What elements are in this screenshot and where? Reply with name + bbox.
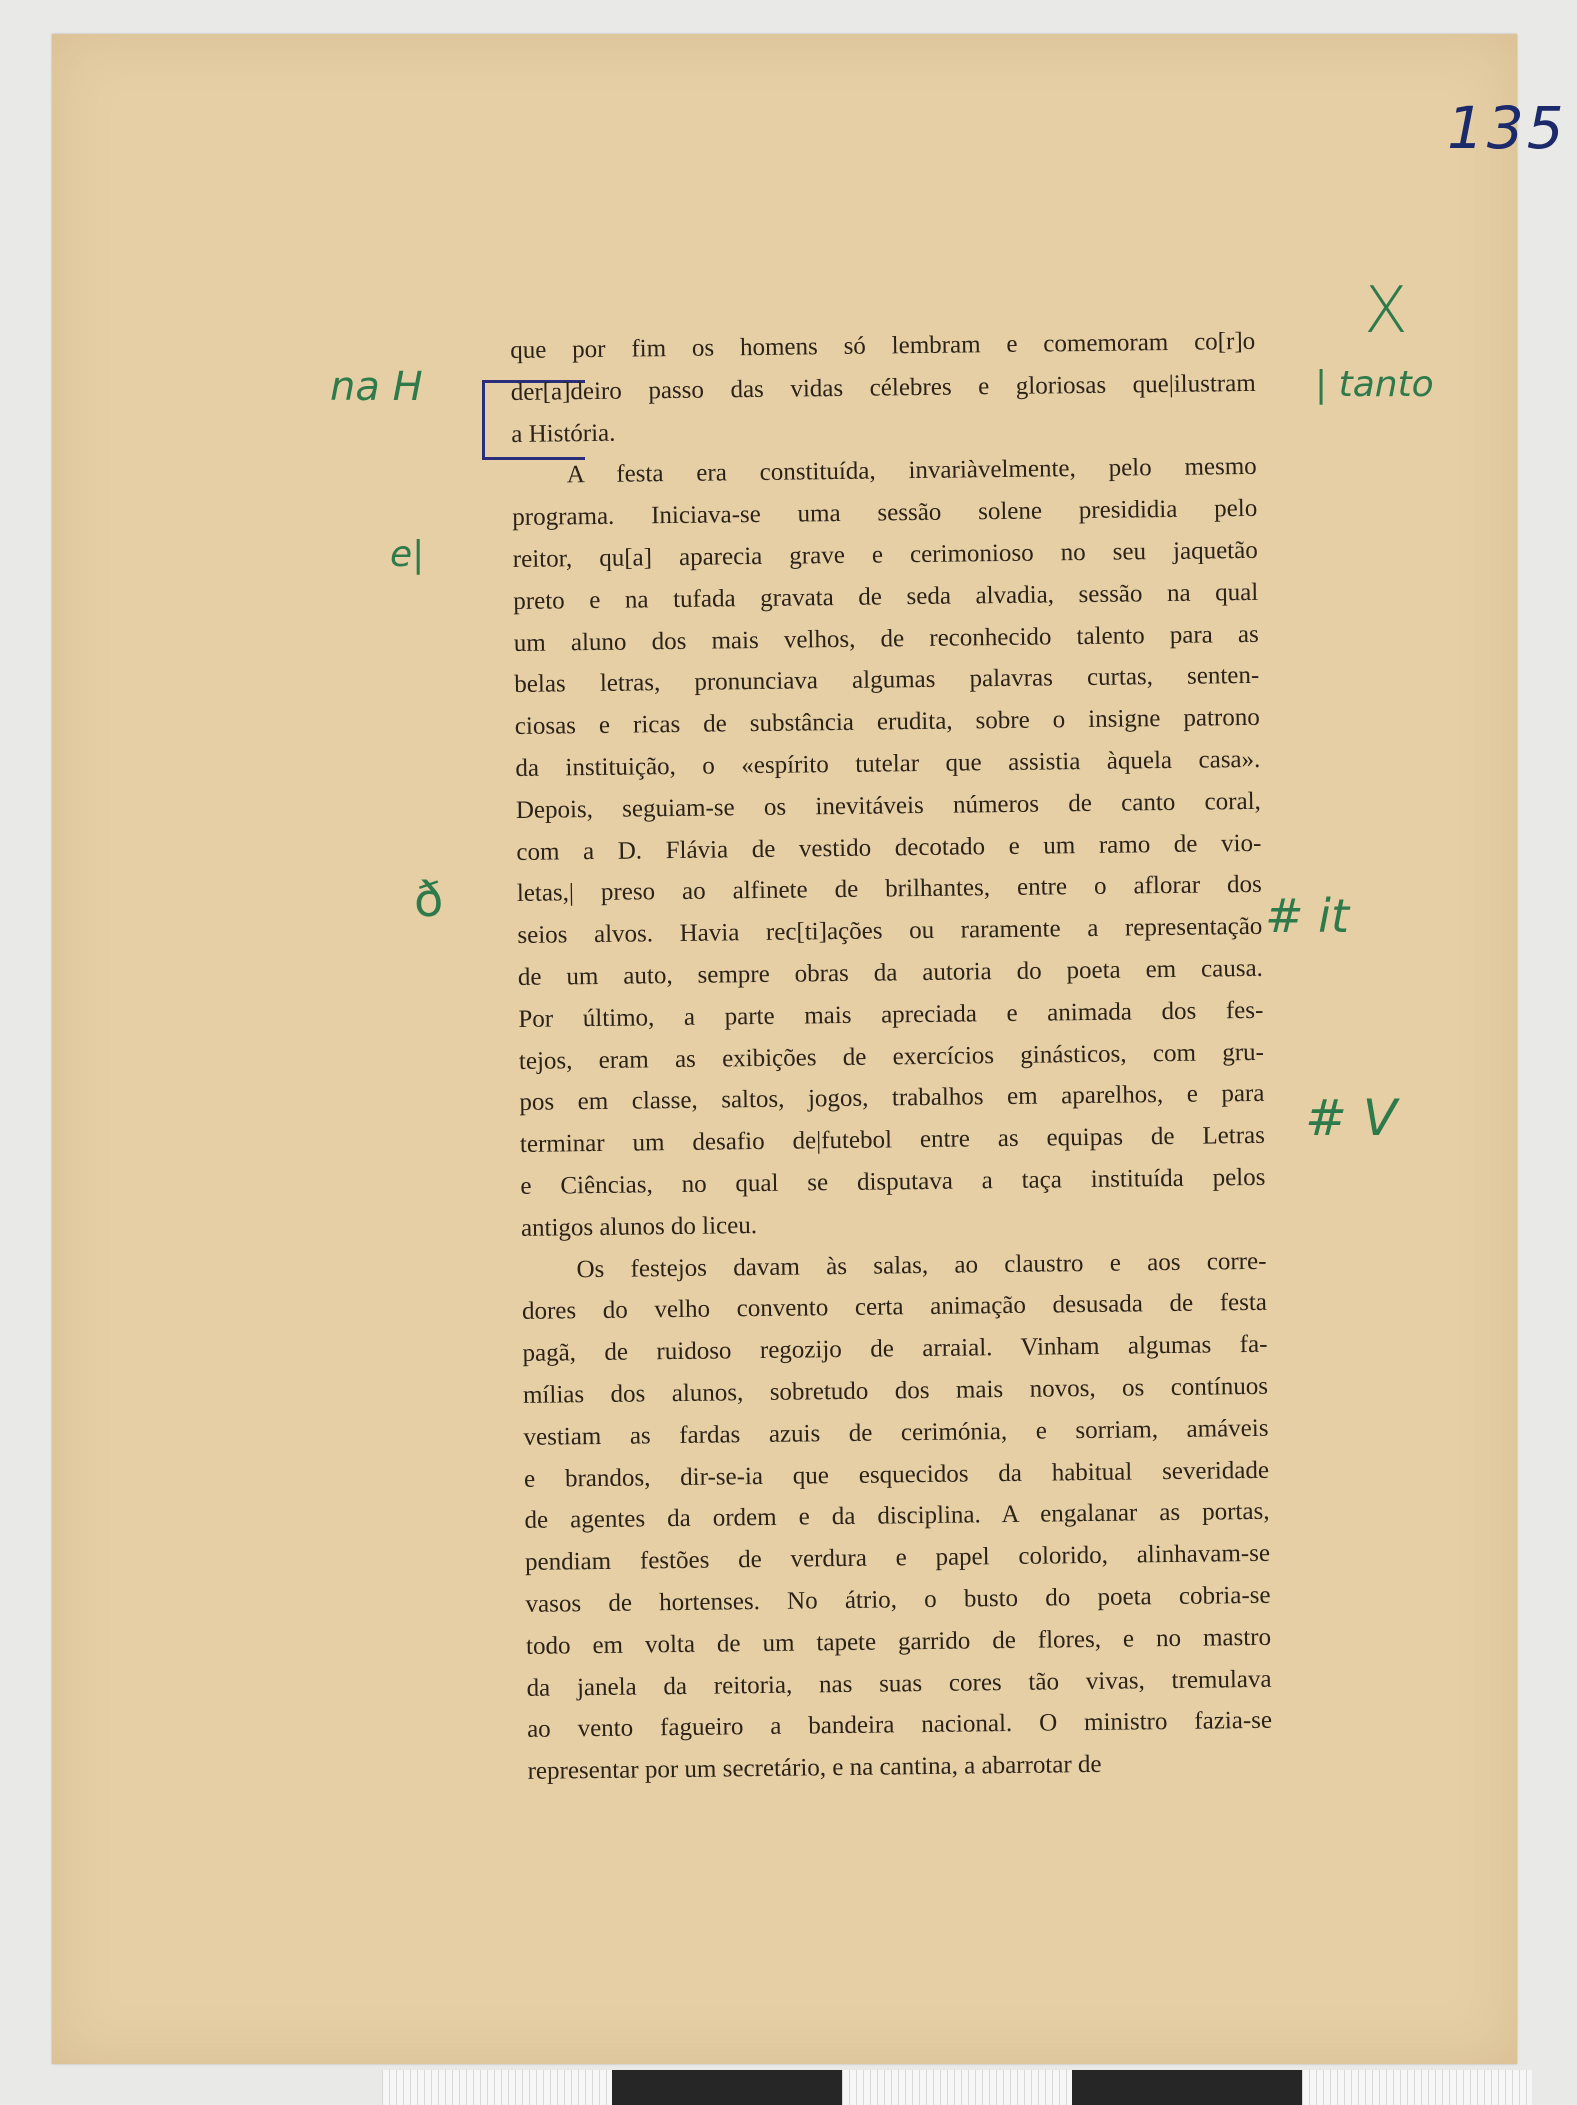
ruler-segment	[1072, 2070, 1302, 2105]
body-text	[510, 321, 1273, 1793]
paragraph	[512, 446, 1267, 1249]
text-line: seios alvos. Havia rec[ti]ações ou raramente a representação	[517, 913, 1263, 950]
text-line: representar por um secretário, e na cantina, a abarrotar de	[527, 1750, 1102, 1785]
text-line: programa. Iniciava-se uma sessão solene presididia pelo	[512, 495, 1258, 532]
text-line: dores do velho convento certa animação desusada de festa	[521, 1289, 1268, 1326]
ruler-segment	[842, 2070, 1072, 2105]
margin-note-v: # V	[1305, 1089, 1397, 1147]
text-line: todo em volta de um tapete garrido de flores, e no mastro	[525, 1623, 1272, 1660]
text-line: vasos de hortenses. No átrio, o busto do poeta cobria-se	[525, 1581, 1271, 1618]
scale-ruler	[382, 2070, 1532, 2105]
text-line: antigos alunos do liceu.	[520, 1211, 758, 1242]
text-line: pos em classe, saltos, jogos, trabalhos em aparelhos, e para	[519, 1080, 1265, 1117]
text-line: tejos, eram as exibições de exercícios ginásticos, com gru-	[518, 1038, 1265, 1075]
text-line: de um auto, sempre obras da autoria do poeta em causa.	[517, 954, 1264, 991]
text-line: um aluno dos mais velhos, de reconhecido talento para as	[513, 620, 1259, 657]
margin-note-it: # it	[1265, 889, 1349, 943]
text-line: letas,| preso ao alfinete de brilhantes, entre o aflorar dos	[516, 871, 1262, 908]
text-line: que por fim os homens só lembram e comemoram co[r]o	[510, 327, 1256, 364]
text-line: e Ciências, no qual se disputava a taça instituída pelos	[520, 1163, 1266, 1200]
text-line: terminar um desafio de|futebol entre as equipas de Letras	[519, 1121, 1266, 1159]
text-line: da janela da reitoria, nas suas cores tão vivas, tremulava	[526, 1665, 1272, 1702]
text-line: pendiam festões de verdura e papel colorido, alinhavam-se	[524, 1539, 1271, 1577]
manuscript-page	[52, 34, 1567, 2064]
margin-note-na-h: na H	[330, 364, 423, 410]
margin-note-tanto: | tanto	[1315, 364, 1434, 405]
text-line: preto e na tufada gravata de seda alvadia, sessão na qual	[513, 578, 1259, 615]
text-line: A festa era constituída, invariàvelmente, pelo mesmo	[566, 453, 1257, 489]
margin-note-delete-mark: ð	[414, 872, 444, 928]
text-line: com a D. Flávia de vestido decotado e um ramo de vio-	[516, 829, 1262, 866]
text-line: de agentes da ordem e da disciplina. A engalanar as portas,	[524, 1498, 1270, 1535]
text-line: der[a]deiro passo das vidas célebres e gloriosas que|ilustram	[510, 369, 1256, 406]
text-line: da instituição, o «espírito tutelar que assistia àquela casa».	[515, 745, 1261, 782]
margin-note-e: e|	[390, 534, 425, 575]
paragraph	[521, 1240, 1273, 1792]
page-number: 135	[1447, 94, 1567, 162]
text-line: Depois, seguiam-se os inevitáveis números de canto coral,	[515, 787, 1261, 824]
text-line: a História.	[511, 419, 616, 448]
text-line: belas letras, pronunciava algumas palavras curtas, senten-	[514, 662, 1260, 699]
text-line: pagã, de ruidoso regozijo de arraial. Vinham algumas fa-	[522, 1330, 1268, 1368]
text-line: Os festejos davam às salas, ao claustro e aos corre-	[576, 1247, 1267, 1283]
ruler-segment	[612, 2070, 842, 2105]
text-line: Por último, a parte mais apreciada e animada dos fes-	[518, 996, 1264, 1033]
text-line: mílias dos alunos, sobretudo dos mais novos, os contínuos	[522, 1372, 1269, 1409]
text-line: ao vento fagueiro a bandeira nacional. O ministro fazia-se	[526, 1707, 1273, 1744]
margin-note-x-mark: X	[1364, 274, 1408, 348]
text-line: vestiam as fardas azuis de cerimónia, e sorriam, amáveis	[523, 1414, 1269, 1451]
ruler-segment	[1302, 2070, 1532, 2105]
text-line: reitor, qu[a] aparecia grave e cerimonioso no seu jaquetão	[512, 536, 1258, 573]
text-line: ciosas e ricas de substância erudita, sobre o insigne patrono	[514, 704, 1260, 741]
text-line: e brandos, dir-se-ia que esquecidos da habitual severidade	[523, 1456, 1270, 1493]
ruler-segment	[382, 2070, 612, 2105]
paragraph	[510, 321, 1256, 455]
